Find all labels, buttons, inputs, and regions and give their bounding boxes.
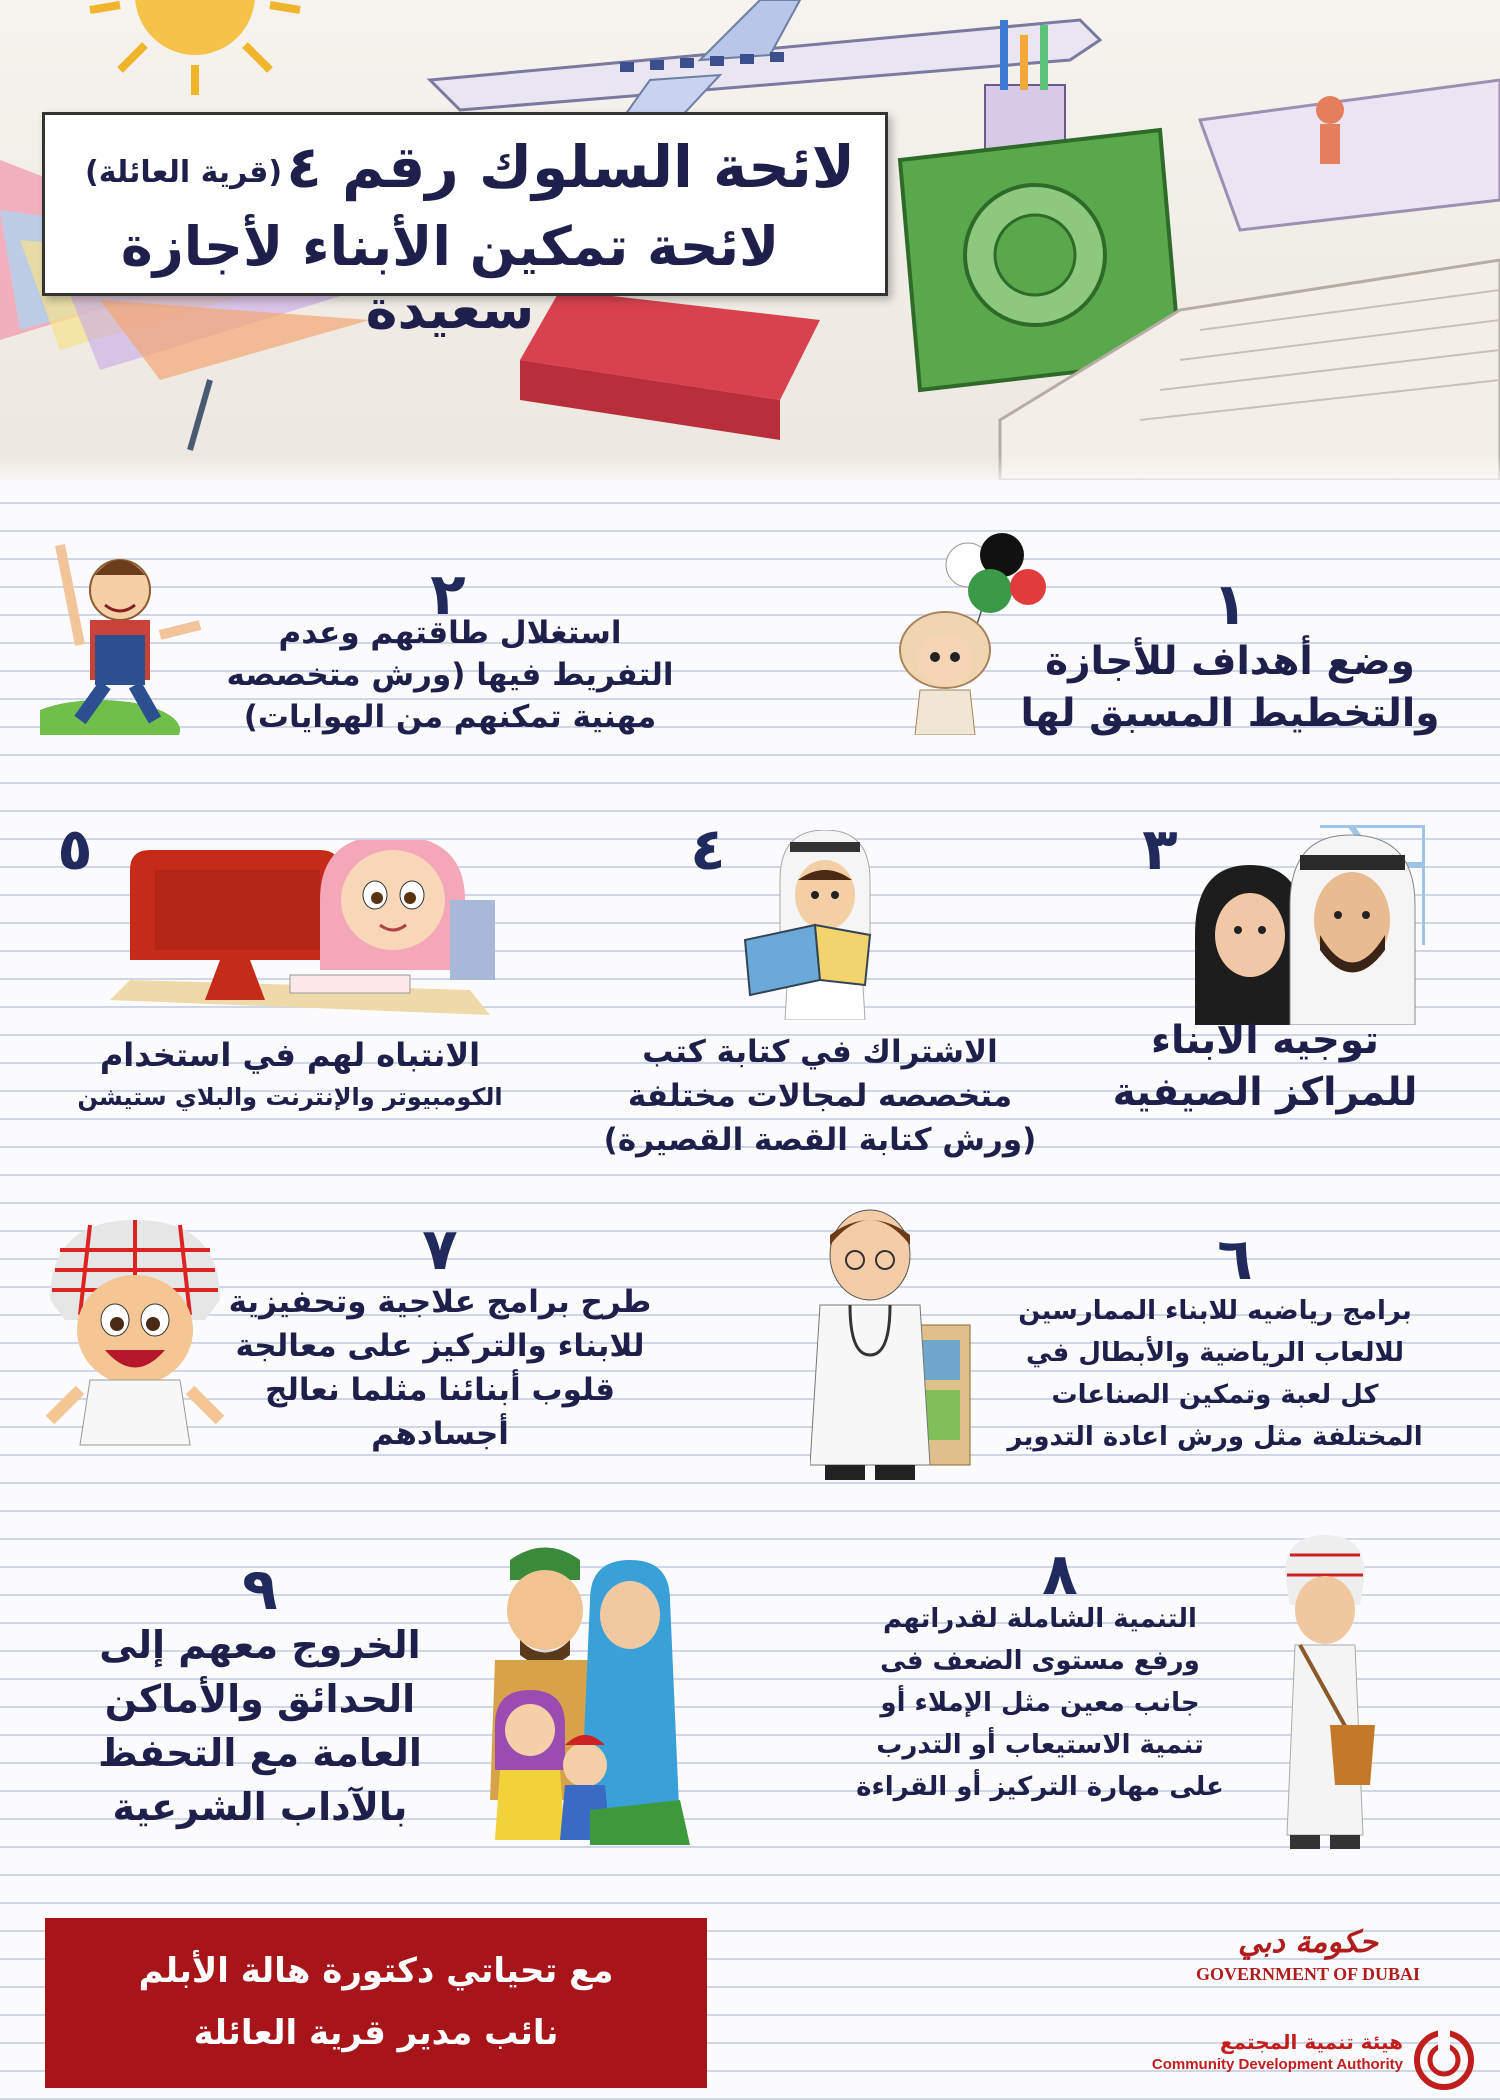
item-text — [810, 1598, 1270, 1808]
item-line: مهنية تمكنهم من الهوايات) — [243, 699, 657, 735]
doctor-boy-icon — [810, 1205, 980, 1489]
item-line: متخصصه لمجالات مختلفة — [627, 1078, 1013, 1114]
item-line: على مهارة التركيز أو القراءة — [856, 1772, 1224, 1802]
item-line: وضع أهداف للأجازة — [1045, 639, 1415, 684]
title-box — [42, 112, 888, 341]
item-line: الكومبيوتر والإنترنت والبلاي ستيشن — [77, 1083, 503, 1111]
item-text — [980, 636, 1480, 740]
greeting-line: نائب مدير قرية العائلة — [193, 2013, 559, 2053]
cda-logo-english: Community Development Authority — [1151, 2056, 1403, 2073]
title-subtitle: لائحة تمكين الأبناء لأجازة سعيدة — [120, 215, 780, 341]
item-line: ورفع مستوى الضعف فى — [880, 1646, 1200, 1676]
item-line: طرح برامج علاجية وتحفيزية — [228, 1284, 652, 1320]
cda-logo — [1130, 2030, 1475, 2090]
item-line: كل لعبة وتمكين الصناعات — [1051, 1380, 1379, 1410]
gov-logo-arabic: حكومة دبي — [1238, 1925, 1378, 1960]
item-text — [560, 1030, 1080, 1162]
item-line: للمراكز الصيفية — [1112, 1070, 1418, 1115]
item-number: ٦ — [1217, 1225, 1253, 1293]
item-line: استغلال طاقتهم وعدم — [278, 615, 622, 651]
item-line: جانب معين مثل الإملاء أو — [880, 1688, 1200, 1718]
family-icon — [470, 1540, 695, 1854]
item-number: ٢ — [430, 560, 466, 628]
item-text — [990, 1290, 1440, 1458]
item-line: المختلفة مثل ورش اعادة التدوير — [1007, 1422, 1423, 1452]
item-line: بالآداب الشرعية — [112, 1785, 408, 1829]
item-number: ٩ — [242, 1555, 278, 1623]
item-line: التفريط فيها (ورش متخصصه — [226, 657, 674, 693]
greeting-line: مع تحياتي دكتورة هالة الأبلم — [138, 1951, 614, 1991]
item-line: تنمية الاستيعاب أو التدرب — [876, 1730, 1204, 1760]
item-line: توجيه الابناء — [1151, 1018, 1379, 1063]
item-number: ٥ — [57, 815, 93, 883]
item-number: ١ — [1212, 570, 1248, 638]
item-line: الحدائق والأماكن — [104, 1677, 416, 1721]
item-number: ٤ — [690, 815, 726, 883]
title-main: لائحة السلوك رقم ٤ — [286, 133, 855, 201]
item-line: للابناء والتركيز على معالجة — [235, 1328, 645, 1364]
item-number: ٨ — [1042, 1540, 1078, 1608]
header-illustration — [0, 0, 1500, 480]
item-line: قلوب أبنائنا مثلما نعالج — [264, 1372, 616, 1408]
item-line: أجسادهم — [371, 1416, 509, 1452]
item-line: العامة مع التحفظ — [98, 1731, 422, 1775]
boy-with-bag-icon — [1265, 1535, 1385, 1859]
emirati-couple-icon — [1180, 825, 1425, 1029]
item-text — [30, 1034, 550, 1118]
item-line: الخروج معهم إلى — [99, 1623, 421, 1667]
item-number: ٣ — [1142, 815, 1178, 883]
item-line: التنمية الشاملة لقدراتهم — [883, 1604, 1197, 1634]
cda-mark-icon — [1413, 2030, 1475, 2090]
cda-logo-arabic: هيئة تنمية المجتمع — [1219, 2030, 1403, 2054]
item-text — [190, 1280, 690, 1456]
government-of-dubai-logo — [1188, 1925, 1428, 2015]
item-line: الانتباه لهم في استخدام — [99, 1036, 481, 1074]
sun-icon — [90, 0, 300, 95]
item-text — [60, 1618, 460, 1834]
boy-reading-book-icon — [740, 830, 890, 1024]
desk-drawing-icon — [1200, 80, 1500, 230]
item-number: ٧ — [422, 1215, 458, 1283]
item-line: الاشتراك في كتابة كتب — [642, 1034, 998, 1070]
item-line: برامج رياضيه للابناء الممارسين — [1018, 1296, 1412, 1326]
gov-logo-english: GOVERNMENT OF DUBAI — [1195, 1964, 1420, 1984]
item-line: للالعاب الرياضية والأبطال في — [1025, 1338, 1405, 1368]
item-text — [1070, 1015, 1460, 1119]
item-line: والتخطيط المسبق لها — [1020, 691, 1440, 736]
header-fade — [0, 455, 1500, 480]
item-line: (ورش كتابة القصة القصيرة) — [603, 1122, 1037, 1158]
item-text — [160, 612, 740, 738]
girl-at-computer-icon — [90, 840, 520, 1019]
greeting-box — [45, 1918, 707, 2088]
title-parenthetical: (قرية العائلة) — [85, 155, 283, 190]
